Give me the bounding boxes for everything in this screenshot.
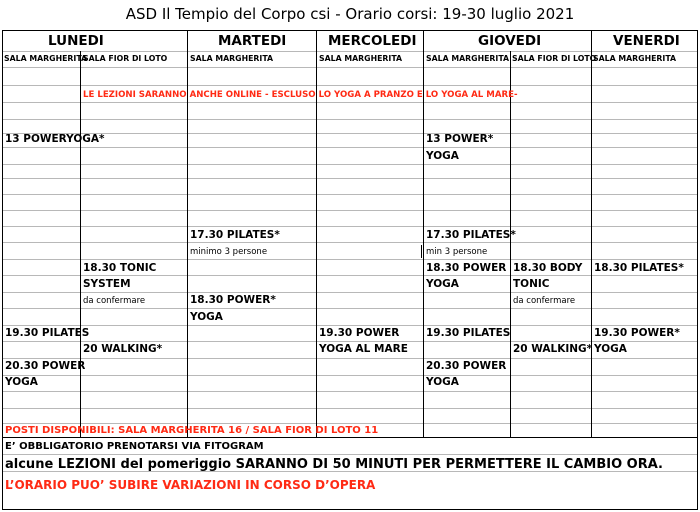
class-entry: 17.30 PILATES* [190, 229, 280, 241]
class-entry: YOGA [426, 278, 459, 290]
booking-note: E’ OBBLIGATORIO PRENOTARSI VIA FITOGRAM [5, 441, 264, 452]
day-header-thursday: GIOVEDI [478, 33, 542, 49]
class-entry: SYSTEM [83, 278, 131, 290]
class-entry: 19.30 PILATES [5, 327, 90, 339]
class-entry: 13 POWERYOGA* [5, 133, 105, 145]
duration-note: alcune LEZIONI del pomeriggio SARANNO DI 50 MINUTI PER PERMETTERE IL CAMBIO ORA. [5, 457, 663, 472]
day-header-tuesday: MARTEDI [218, 33, 287, 49]
variations-note: L’ORARIO PUO’ SUBIRE VARIAZIONI IN CORSO D’OPERA [5, 478, 376, 492]
class-entry: 20.30 POWER [5, 360, 86, 372]
room-header: SALA MARGHERITA [4, 54, 88, 63]
class-entry: YOGA AL MARE [319, 343, 408, 355]
class-note: da confermare [513, 296, 576, 306]
class-entry: YOGA [426, 150, 459, 162]
class-entry: 13 POWER* [426, 133, 494, 145]
class-entry: 19.30 POWER [319, 327, 400, 339]
page-title: ASD Il Tempio del Corpo csi - Orario corsi: 19-30 luglio 2021 [125, 5, 575, 23]
day-header-monday: LUNEDI [48, 33, 104, 49]
day-header-wednesday: MERCOLEDI [328, 33, 417, 49]
room-header: SALA MARGHERITA [593, 54, 677, 63]
room-header: SALA FIOR DI LOTO [83, 54, 168, 63]
class-entry: 20 WALKING* [83, 343, 163, 355]
class-entry: 19.30 PILATES [426, 327, 511, 339]
class-entry: YOGA [190, 311, 223, 323]
class-entry: YOGA [5, 376, 38, 388]
class-entry: 18.30 POWER [426, 262, 507, 274]
class-entry: 18.30 PILATES* [594, 262, 684, 274]
class-entry: 18.30 POWER* [190, 294, 276, 306]
class-entry: 17.30 PILATES* [426, 229, 516, 241]
room-header: SALA FIOR DI LOTO [512, 54, 597, 63]
class-entry: 18.30 BODY [513, 262, 583, 274]
room-header: SALA MARGHERITA [190, 54, 274, 63]
day-header-friday: VENERDI [613, 33, 680, 49]
schedule-table [2, 30, 698, 510]
class-entry: 20.30 POWER [426, 360, 507, 372]
class-note: min 3 persone [426, 247, 488, 257]
class-entry: YOGA [594, 343, 627, 355]
class-entry: 19.30 POWER* [594, 327, 680, 339]
seats-note: POSTI DISPONIBILI: SALA MARGHERITA 16 / SALA FIOR DI LOTO 11 [5, 425, 379, 436]
class-entry: TONIC [513, 278, 550, 290]
online-note: LE LEZIONI SARANNO ANCHE ONLINE - ESCLUSO LO YOGA A PRANZO E LO YOGA AL MARE- [83, 90, 518, 100]
class-entry: 20 WALKING* [513, 343, 593, 355]
class-note: da confermare [83, 296, 146, 306]
class-entry: 18.30 TONIC [83, 262, 157, 274]
room-header: SALA MARGHERITA [426, 54, 510, 63]
class-note: minimo 3 persone [190, 247, 268, 257]
room-header: SALA MARGHERITA [319, 54, 403, 63]
class-entry: YOGA [426, 376, 459, 388]
